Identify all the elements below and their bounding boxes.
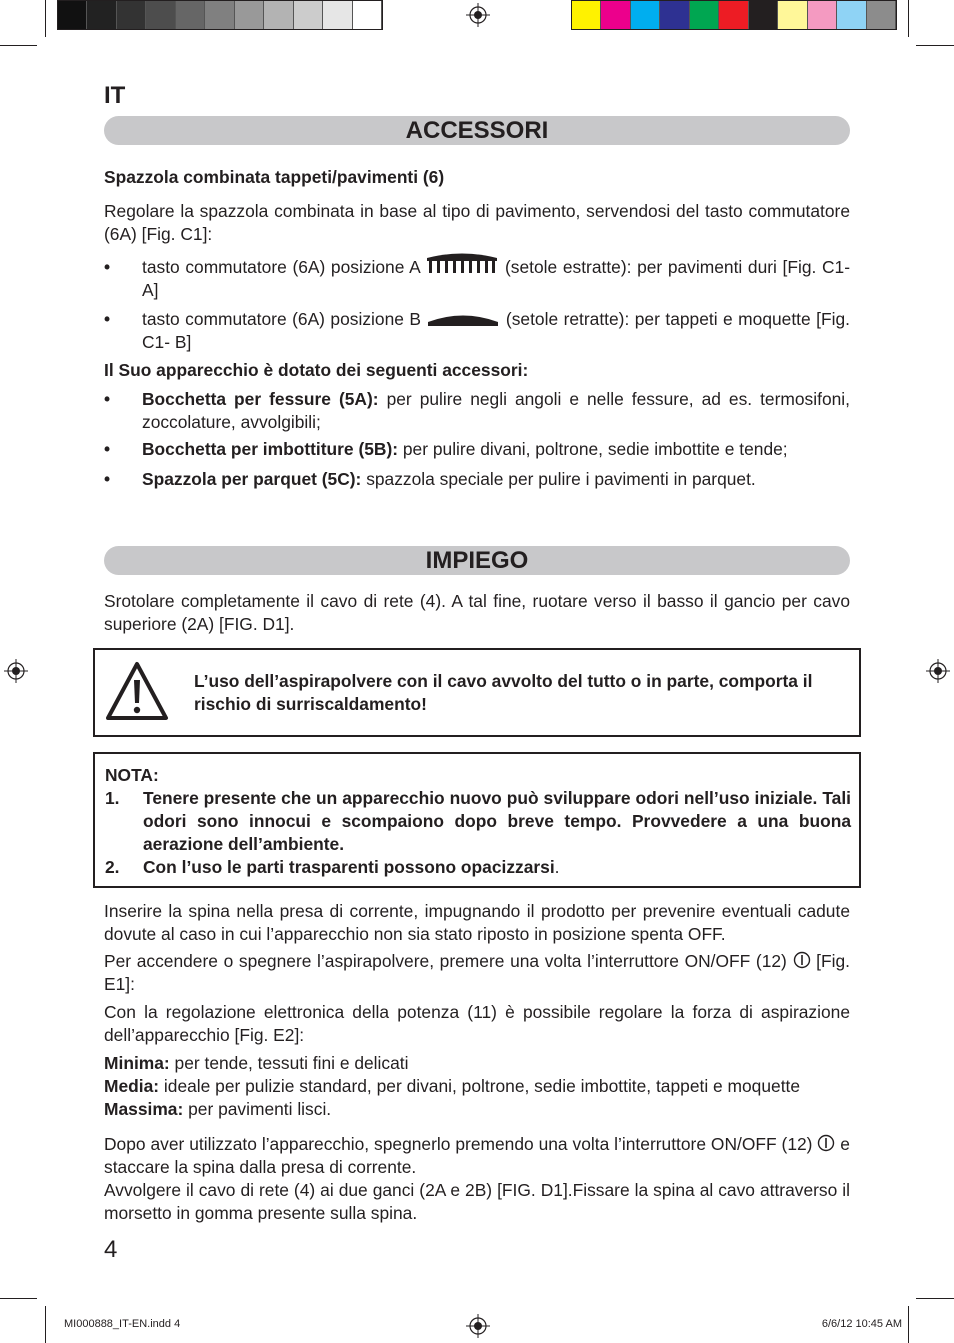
power-level-name: Minima: <box>104 1053 170 1073</box>
color-swatch <box>58 1 87 29</box>
crop-mark <box>908 1306 909 1343</box>
gray-swatch-bar <box>57 0 383 30</box>
bullet-dot: • <box>104 389 111 409</box>
crop-mark <box>916 45 954 46</box>
power-level-name: Massima: <box>104 1099 184 1119</box>
bullet-dot: • <box>104 309 111 329</box>
accessory-name: Spazzola per parquet (5C): <box>142 469 362 489</box>
power-level-name: Media: <box>104 1076 160 1096</box>
color-swatch <box>235 1 264 29</box>
bristles-extended-icon <box>425 252 499 274</box>
color-swatch <box>146 1 175 29</box>
note-item-1: Tenere presente che un apparecchio nuovo può sviluppare odori nell’uso iniziale. Tali odori sono innocui e scompaiono dopo breve tempo. Provvedere a una buona aerazione dell’ambiente. <box>143 788 851 854</box>
registration-mark-icon <box>926 659 950 683</box>
color-swatch <box>837 1 866 29</box>
paragraph-power-regulation: Con la regolazione elettronica della potenza (11) è possibile regolare la forza di aspirazione dell’apparecchio [Fig. E2]: <box>104 1002 850 1045</box>
power-level <box>104 1098 850 1121</box>
paragraph-on-off-ref: [Fig. E1]: <box>104 951 850 994</box>
crop-mark <box>45 0 46 37</box>
color-swatch <box>601 1 630 29</box>
paragraph-switch-off-text: Dopo aver utilizzato l’apparecchio, spegnerlo premendo una volta l’interruttore ON/OFF (12) <box>104 1134 813 1154</box>
bullet-dot: • <box>104 257 111 277</box>
note-item-2-end: . <box>554 857 560 877</box>
subheading-brush: Spazzola combinata tappeti/pavimenti (6) <box>104 167 445 187</box>
bullet-text: tasto commutatore (6A) posizione A <box>142 257 420 277</box>
subheading-accessories: Il Suo apparecchio è dotato dei seguenti accessori: <box>104 360 529 380</box>
note-label: NOTA: <box>105 765 159 785</box>
paragraph-wind-cable: Avvolgere il cavo di rete (4) ai due ganci (2A e 2B) [FIG. D1].Fissare la spina al cavo attraverso il morsetto in gomma presente sulla spina. <box>104 1180 850 1223</box>
note-box <box>93 752 861 888</box>
color-swatch <box>808 1 837 29</box>
language-code: IT <box>104 82 126 109</box>
paragraph-on-off-text: Per accendere o spegnere l’aspirapolvere, premere una volta l’interruttore ON/OFF (12) <box>104 951 787 971</box>
color-swatch <box>205 1 234 29</box>
section-title-impiego: IMPIEGO <box>104 546 850 575</box>
color-swatch <box>294 1 323 29</box>
accessory-desc: spazzola speciale per pulire i pavimenti in parquet. <box>361 469 756 489</box>
crop-mark <box>916 1298 954 1299</box>
accessory-desc: per pulire negli angoli e nelle fessure, ad es. termosifoni, zoccolature, avvolgibili; <box>142 389 850 432</box>
color-swatch <box>176 1 205 29</box>
color-swatch <box>867 1 896 29</box>
color-swatch <box>87 1 116 29</box>
footer-filename: MI000888_IT-EN.indd 4 <box>64 1318 181 1330</box>
crop-mark <box>45 1306 46 1343</box>
note-item-2 <box>143 856 851 879</box>
accessory-item <box>104 388 850 434</box>
color-swatch <box>572 1 601 29</box>
accessory-desc: per pulire divani, poltrone, sedie imbottite e tende; <box>398 439 788 459</box>
bullet-text: (setole retratte): per tappeti e moquette [Fig. C1- B] <box>142 309 850 352</box>
paragraph-switch-off <box>104 1133 850 1179</box>
color-swatch <box>353 1 382 29</box>
bullet-position-b <box>104 308 850 354</box>
paragraph-on-off <box>104 950 850 996</box>
note-number: 2. <box>105 857 120 877</box>
color-swatch <box>690 1 719 29</box>
power-level-desc: per tende, tessuti fini e delicati <box>169 1053 409 1073</box>
section-title-accessori: ACCESSORI <box>104 116 850 145</box>
power-level <box>104 1075 850 1098</box>
color-swatch <box>117 1 146 29</box>
warning-triangle-icon <box>105 661 169 721</box>
color-swatch <box>631 1 660 29</box>
footer-date: 6/6/12 10:45 AM <box>821 1318 902 1330</box>
bullet-text: tasto commutatore (6A) posizione B <box>142 309 421 329</box>
registration-mark-icon <box>466 3 490 27</box>
bullet-text: (setole estratte): per pavimenti duri [Fig. C1-A] <box>142 257 850 300</box>
warning-text: L’uso dell’aspirapolvere con il cavo avvolto del tutto o in parte, comporta il rischio di surriscaldamento! <box>194 671 813 714</box>
color-swatch <box>323 1 352 29</box>
crop-mark <box>0 45 37 46</box>
power-level-desc: per pavimenti lisci. <box>183 1099 332 1119</box>
power-level <box>104 1052 850 1075</box>
accessory-item <box>104 468 850 491</box>
paragraph-switch-off-rest: e staccare la spina dalla presa di corrente. <box>104 1134 850 1177</box>
accessory-item <box>104 438 850 461</box>
accessory-name: Bocchetta per fessure (5A): <box>142 389 379 409</box>
color-swatch <box>719 1 748 29</box>
page-number: 4 <box>104 1236 118 1263</box>
crop-mark <box>908 0 909 37</box>
bullet-dot: • <box>104 469 111 489</box>
registration-mark-icon <box>4 659 28 683</box>
note-item-2-text: Con l’uso le parti trasparenti possono opacizzarsi <box>143 857 555 877</box>
power-button-icon <box>793 951 811 969</box>
paragraph-intro: Regolare la spazzola combinata in base al tipo di pavimento, servendosi del tasto commutatore (6A) [Fig. C1]: <box>104 201 850 244</box>
bristles-retracted-icon <box>426 313 500 327</box>
note-number: 1. <box>105 788 120 808</box>
color-swatch <box>749 1 778 29</box>
bullet-position-a <box>104 256 850 302</box>
color-swatch-bar <box>571 0 897 30</box>
warning-box <box>93 648 861 737</box>
color-swatch <box>264 1 293 29</box>
power-button-icon <box>817 1134 835 1152</box>
accessory-name: Bocchetta per imbottiture (5B): <box>142 439 399 459</box>
power-level-desc: ideale per pulizie standard, per divani, poltrone, sedie imbottite, tappeti e moquette <box>159 1076 801 1096</box>
registration-mark-icon <box>466 1314 490 1338</box>
bullet-dot: • <box>104 439 111 459</box>
color-swatch <box>660 1 689 29</box>
crop-mark <box>0 1298 37 1299</box>
paragraph-unroll-cable: Srotolare completamente il cavo di rete (4). A tal fine, ruotare verso il basso il gancio per cavo superiore (2A) [FIG. D1]. <box>104 591 850 634</box>
paragraph-plug-in: Inserire la spina nella presa di corrente, impugnando il prodotto per prevenire eventuali cadute dovute al caso in cui l’apparecchio non sia stato riposto in posizione spenta OFF. <box>104 901 850 944</box>
color-swatch <box>778 1 807 29</box>
